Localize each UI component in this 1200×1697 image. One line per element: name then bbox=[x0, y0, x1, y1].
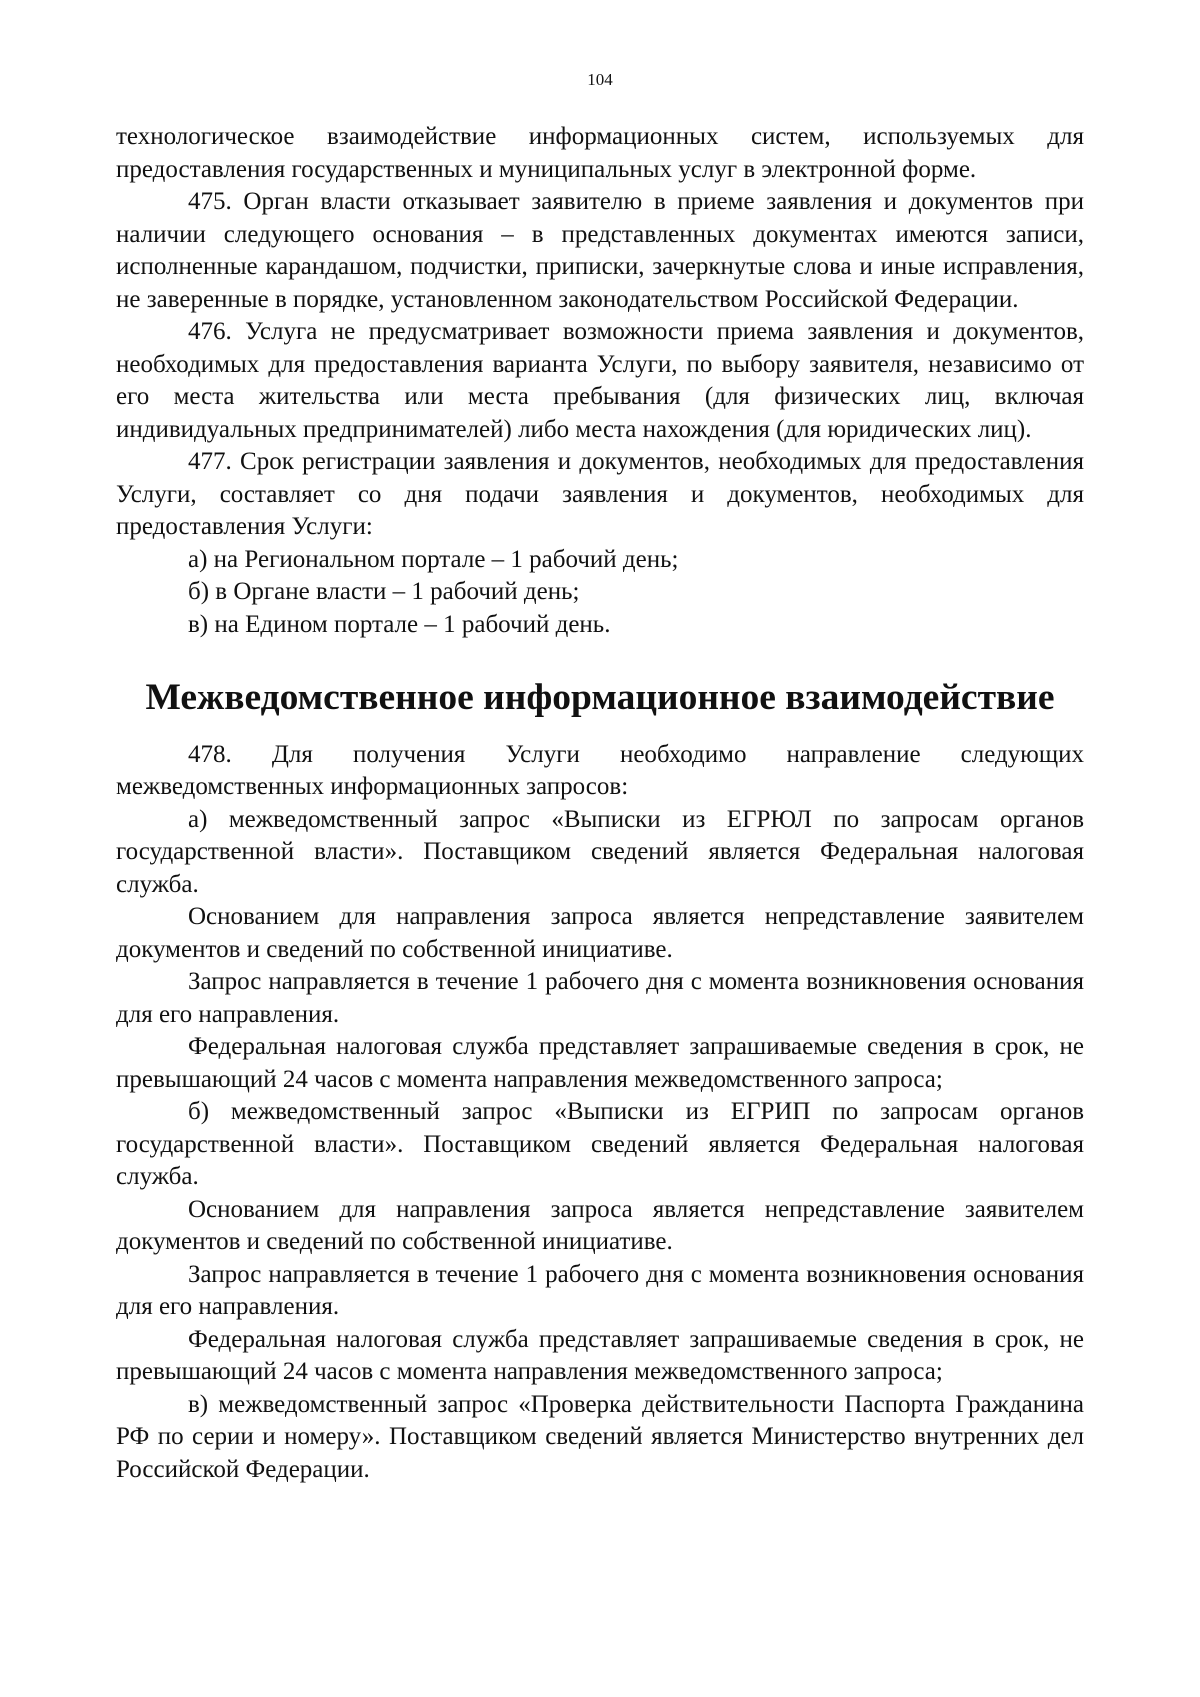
paragraph-478: 478. Для получения Услуги необходимо направление следующих межведомственных информационных запросов: bbox=[116, 740, 1084, 800]
paragraph-477: 477. Срок регистрации заявления и документов, необходимых для предоставления Услуги, составляет со дня подачи заявления и документов, необходимых для предоставления Услуги: bbox=[116, 448, 1084, 540]
spacer bbox=[116, 641, 1084, 682]
paragraph-continuation: технологическое взаимодействие информационных систем, используемых для предоставления государственных и муниципальных услуг в электронной форме. bbox=[116, 123, 1084, 183]
section-heading: Межведомственное информационное взаимодействие bbox=[145, 677, 1055, 718]
paragraph-basis: Основанием для направления запроса является непредставление заявителем документов и сведений по собственной инициативе. bbox=[116, 1195, 1084, 1255]
paragraph-response-term: Федеральная налоговая служба представляет запрашиваемые сведения в срок, не превышающий 24 часов с момента направления межведомственного запроса; bbox=[116, 1033, 1084, 1093]
paragraph-response-term: Федеральная налоговая служба представляет запрашиваемые сведения в срок, не превышающий 24 часов с момента направления межведомственного запроса; bbox=[116, 1325, 1084, 1385]
spacer bbox=[116, 715, 1084, 739]
paragraph-basis: Основанием для направления запроса является непредставление заявителем документов и сведений по собственной инициативе. bbox=[116, 903, 1084, 963]
paragraph-475: 475. Орган власти отказывает заявителю в приеме заявления и документов при наличии следующего основания – в представленных документах имеются записи, исполненные карандашом, подчистки, приписки, зачеркнутые слова и иные исправления, не заверенные в порядке, установленном законодательством Российской Федерации. bbox=[116, 188, 1084, 313]
paragraph-timing: Запрос направляется в течение 1 рабочего дня с момента возникновения основания для его направления. bbox=[116, 1260, 1084, 1320]
list-item-c: в) на Едином портале – 1 рабочий день. bbox=[188, 610, 611, 638]
paragraph-timing: Запрос направляется в течение 1 рабочего дня с момента возникновения основания для его направления. bbox=[116, 968, 1084, 1028]
paragraph-476: 476. Услуга не предусматривает возможности приема заявления и документов, необходимых для предоставления варианта Услуги, по выбору заявителя, независимо от его места жительства или места пребывания (для физических лиц, включая индивидуальных предпринимателей) либо места нахождения (для юридических лиц). bbox=[116, 318, 1084, 443]
request-item-a: а) межведомственный запрос «Выписки из ЕГРЮЛ по запросам органов государственной власти». Поставщиком сведений является Федеральная налоговая служба. bbox=[116, 805, 1084, 898]
request-item-b: б) межведомственный запрос «Выписки из ЕГРИП по запросам органов государственной власти». Поставщиком сведений является Федеральная налоговая служба. bbox=[116, 1098, 1084, 1190]
page-number: 104 bbox=[587, 70, 613, 89]
list-item-a: а) на Региональном портале – 1 рабочий день; bbox=[188, 545, 679, 573]
list-item-b: б) в Органе власти – 1 рабочий день; bbox=[188, 578, 580, 605]
document-body bbox=[116, 121, 1084, 1486]
request-item-c: в) межведомственный запрос «Проверка действительности Паспорта Гражданина РФ по серии и номеру». Поставщиком сведений является Министерство внутренних дел Российской Федерации. bbox=[116, 1390, 1084, 1483]
